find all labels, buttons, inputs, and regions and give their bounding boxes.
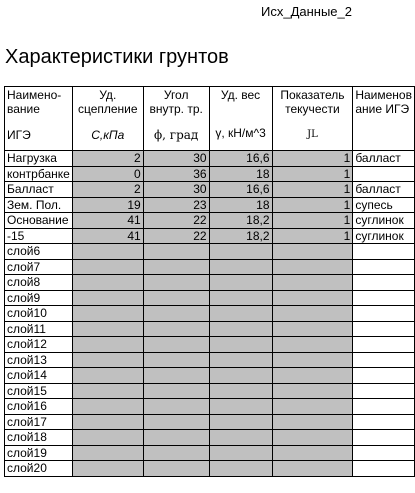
cell-unit-weight[interactable] xyxy=(209,399,272,415)
cell-unit-weight[interactable] xyxy=(209,275,272,291)
cell-layer-name[interactable]: контрбанке xyxy=(5,166,73,182)
cell-friction-angle[interactable] xyxy=(143,430,209,446)
header-label: Показатель xyxy=(280,88,345,102)
cell-layer-name[interactable]: Зем. Пол. xyxy=(5,197,73,213)
cell-layer-name[interactable]: слой20 xyxy=(5,461,73,477)
cell-friction-angle[interactable]: 30 xyxy=(143,151,209,167)
cell-unit-weight[interactable] xyxy=(209,461,272,477)
header-cohesion xyxy=(72,87,143,151)
cell-soil-type[interactable] xyxy=(353,461,415,477)
table-row xyxy=(5,213,415,229)
cell-liquidity-index[interactable] xyxy=(272,399,353,415)
cell-friction-angle[interactable] xyxy=(143,445,209,461)
cell-unit-weight[interactable] xyxy=(209,445,272,461)
header-label: JL xyxy=(307,129,318,140)
cell-unit-weight[interactable] xyxy=(209,414,272,430)
table-row xyxy=(5,368,415,384)
cell-friction-angle[interactable]: 36 xyxy=(143,166,209,182)
cell-friction-angle[interactable] xyxy=(143,306,209,322)
cell-layer-name[interactable]: -15 xyxy=(5,228,73,244)
header-liquidity-index xyxy=(272,87,353,151)
table-row xyxy=(5,337,415,353)
cell-soil-type[interactable]: суглинок xyxy=(353,213,415,229)
cell-cohesion[interactable] xyxy=(72,259,143,275)
table-row xyxy=(5,445,415,461)
cell-unit-weight[interactable]: 18 xyxy=(209,166,272,182)
cell-unit-weight[interactable] xyxy=(209,259,272,275)
page-title: Характеристики грунтов xyxy=(5,46,229,68)
header-label: текучести xyxy=(285,102,340,116)
cell-layer-name[interactable]: Основание xyxy=(5,213,73,229)
cell-soil-type[interactable] xyxy=(353,445,415,461)
cell-layer-name[interactable]: слой19 xyxy=(5,445,73,461)
cell-friction-angle[interactable] xyxy=(143,383,209,399)
header-label: Наимено- xyxy=(7,88,62,102)
cell-liquidity-index[interactable]: 1 xyxy=(272,182,353,198)
cell-soil-type[interactable] xyxy=(353,321,415,337)
table-body xyxy=(5,151,415,477)
table-row xyxy=(5,399,415,415)
cell-cohesion[interactable] xyxy=(72,430,143,446)
table-row xyxy=(5,352,415,368)
cell-layer-name[interactable]: слой14 xyxy=(5,368,73,384)
cell-cohesion[interactable]: 2 xyxy=(72,151,143,167)
cell-layer-name[interactable]: слой15 xyxy=(5,383,73,399)
cell-soil-type[interactable]: балласт xyxy=(353,151,415,167)
header-label: Уд. вес xyxy=(220,88,261,102)
header-label: Уд. xyxy=(99,88,117,102)
cell-friction-angle[interactable] xyxy=(143,461,209,477)
cell-liquidity-index[interactable] xyxy=(272,445,353,461)
cell-layer-name[interactable]: слой13 xyxy=(5,352,73,368)
cell-layer-name[interactable]: Нагрузка xyxy=(5,151,73,167)
cell-unit-weight[interactable] xyxy=(209,430,272,446)
sheet-name: Исх_Данные_2 xyxy=(261,4,352,19)
cell-unit-weight[interactable]: 18,2 xyxy=(209,213,272,229)
cell-friction-angle[interactable]: 30 xyxy=(143,182,209,198)
cell-soil-type[interactable] xyxy=(353,275,415,291)
cell-friction-angle[interactable] xyxy=(143,414,209,430)
cell-liquidity-index[interactable] xyxy=(272,337,353,353)
table-row xyxy=(5,228,415,244)
cell-soil-type[interactable] xyxy=(353,306,415,322)
cell-cohesion[interactable] xyxy=(72,368,143,384)
header-label: ание ИГЭ xyxy=(355,102,410,116)
cell-soil-type[interactable] xyxy=(353,244,415,260)
table-row xyxy=(5,197,415,213)
cell-layer-name[interactable]: слой18 xyxy=(5,430,73,446)
cell-unit-weight[interactable] xyxy=(209,352,272,368)
cell-cohesion[interactable] xyxy=(72,445,143,461)
cell-friction-angle[interactable] xyxy=(143,337,209,353)
cell-cohesion[interactable] xyxy=(72,414,143,430)
header-soil-type xyxy=(353,87,415,151)
header-friction-angle xyxy=(143,87,209,151)
cell-layer-name[interactable]: слой12 xyxy=(5,337,73,353)
cell-soil-type[interactable] xyxy=(353,166,415,182)
header-label: внутр. тр. xyxy=(149,102,203,116)
header-name-igе xyxy=(5,87,73,151)
cell-soil-type[interactable] xyxy=(353,352,415,368)
cell-liquidity-index[interactable] xyxy=(272,321,353,337)
cell-cohesion[interactable]: 41 xyxy=(72,213,143,229)
cell-unit-weight[interactable] xyxy=(209,244,272,260)
table-row xyxy=(5,259,415,275)
table-row xyxy=(5,290,415,306)
cell-soil-type[interactable]: балласт xyxy=(353,182,415,198)
header-label: вание xyxy=(7,102,40,116)
cell-unit-weight[interactable] xyxy=(209,383,272,399)
header-label: Угол xyxy=(163,88,189,102)
header-row xyxy=(5,87,415,151)
cell-liquidity-index[interactable] xyxy=(272,368,353,384)
cell-friction-angle[interactable]: 22 xyxy=(143,228,209,244)
cell-layer-name[interactable]: слой9 xyxy=(5,290,73,306)
table-row xyxy=(5,321,415,337)
cell-friction-angle[interactable] xyxy=(143,244,209,260)
cell-liquidity-index[interactable] xyxy=(272,275,353,291)
cell-unit-weight[interactable]: 16,6 xyxy=(209,151,272,167)
header-label: γ, кН/м^3 xyxy=(215,126,266,140)
cell-soil-type[interactable] xyxy=(353,290,415,306)
cell-unit-weight[interactable] xyxy=(209,368,272,384)
cell-cohesion[interactable] xyxy=(72,306,143,322)
cell-soil-type[interactable] xyxy=(353,399,415,415)
cell-cohesion[interactable] xyxy=(72,275,143,291)
table-row xyxy=(5,244,415,260)
cell-layer-name[interactable]: слой6 xyxy=(5,244,73,260)
cell-soil-type[interactable] xyxy=(353,259,415,275)
cell-unit-weight[interactable] xyxy=(209,321,272,337)
header-label: С,кПа xyxy=(91,128,125,142)
cell-liquidity-index[interactable] xyxy=(272,414,353,430)
header-label: Наименов xyxy=(355,88,412,102)
cell-layer-name[interactable]: слой8 xyxy=(5,275,73,291)
table-row xyxy=(5,151,415,167)
cell-unit-weight[interactable] xyxy=(209,306,272,322)
cell-liquidity-index[interactable] xyxy=(272,430,353,446)
cell-soil-type[interactable] xyxy=(353,337,415,353)
cell-soil-type[interactable] xyxy=(353,383,415,399)
header-label: сцепление xyxy=(77,102,138,116)
cell-friction-angle[interactable] xyxy=(143,399,209,415)
cell-liquidity-index[interactable]: 1 xyxy=(272,213,353,229)
header-label: ИГЭ xyxy=(7,128,31,142)
cell-liquidity-index[interactable]: 1 xyxy=(272,197,353,213)
cell-cohesion[interactable]: 2 xyxy=(72,182,143,198)
cell-unit-weight[interactable] xyxy=(209,290,272,306)
cell-liquidity-index[interactable] xyxy=(272,244,353,260)
cell-cohesion[interactable]: 0 xyxy=(72,166,143,182)
table-row xyxy=(5,383,415,399)
cell-layer-name[interactable]: слой10 xyxy=(5,306,73,322)
cell-unit-weight[interactable]: 18 xyxy=(209,197,272,213)
cell-soil-type[interactable] xyxy=(353,414,415,430)
cell-layer-name[interactable]: слой7 xyxy=(5,259,73,275)
cell-soil-type[interactable]: суглинок xyxy=(353,228,415,244)
cell-soil-type[interactable] xyxy=(353,368,415,384)
table-row xyxy=(5,414,415,430)
cell-friction-angle[interactable] xyxy=(143,275,209,291)
cell-friction-angle[interactable]: 22 xyxy=(143,213,209,229)
table-row xyxy=(5,166,415,182)
cell-liquidity-index[interactable]: 1 xyxy=(272,166,353,182)
cell-unit-weight[interactable] xyxy=(209,337,272,353)
table-row xyxy=(5,182,415,198)
header-label: ϕ, град xyxy=(154,128,199,142)
cell-cohesion[interactable] xyxy=(72,290,143,306)
cell-cohesion[interactable]: 19 xyxy=(72,197,143,213)
cell-layer-name[interactable]: слой11 xyxy=(5,321,73,337)
table-row xyxy=(5,306,415,322)
table-row xyxy=(5,430,415,446)
cell-friction-angle[interactable] xyxy=(143,259,209,275)
cell-liquidity-index[interactable] xyxy=(272,259,353,275)
cell-cohesion[interactable] xyxy=(72,321,143,337)
cell-unit-weight[interactable]: 18,2 xyxy=(209,228,272,244)
cell-layer-name[interactable]: слой17 xyxy=(5,414,73,430)
table-row xyxy=(5,275,415,291)
cell-liquidity-index[interactable] xyxy=(272,461,353,477)
cell-liquidity-index[interactable] xyxy=(272,306,353,322)
cell-liquidity-index[interactable]: 1 xyxy=(272,228,353,244)
cell-friction-angle[interactable] xyxy=(143,352,209,368)
cell-cohesion[interactable] xyxy=(72,337,143,353)
header-unit-weight xyxy=(209,87,272,151)
cell-layer-name[interactable]: слой16 xyxy=(5,399,73,415)
cell-unit-weight[interactable]: 16,6 xyxy=(209,182,272,198)
cell-cohesion[interactable] xyxy=(72,383,143,399)
cell-liquidity-index[interactable] xyxy=(272,290,353,306)
cell-liquidity-index[interactable]: 1 xyxy=(272,151,353,167)
cell-friction-angle[interactable]: 23 xyxy=(143,197,209,213)
cell-liquidity-index[interactable] xyxy=(272,352,353,368)
cell-cohesion[interactable] xyxy=(72,244,143,260)
cell-layer-name[interactable]: Балласт xyxy=(5,182,73,198)
cell-liquidity-index[interactable] xyxy=(272,383,353,399)
cell-friction-angle[interactable] xyxy=(143,368,209,384)
cell-cohesion[interactable] xyxy=(72,461,143,477)
cell-friction-angle[interactable] xyxy=(143,321,209,337)
cell-cohesion[interactable] xyxy=(72,399,143,415)
cell-cohesion[interactable]: 41 xyxy=(72,228,143,244)
soil-properties-table xyxy=(4,86,415,477)
cell-soil-type[interactable] xyxy=(353,430,415,446)
cell-friction-angle[interactable] xyxy=(143,290,209,306)
table-row xyxy=(5,461,415,477)
cell-cohesion[interactable] xyxy=(72,352,143,368)
cell-soil-type[interactable]: супесь xyxy=(353,197,415,213)
